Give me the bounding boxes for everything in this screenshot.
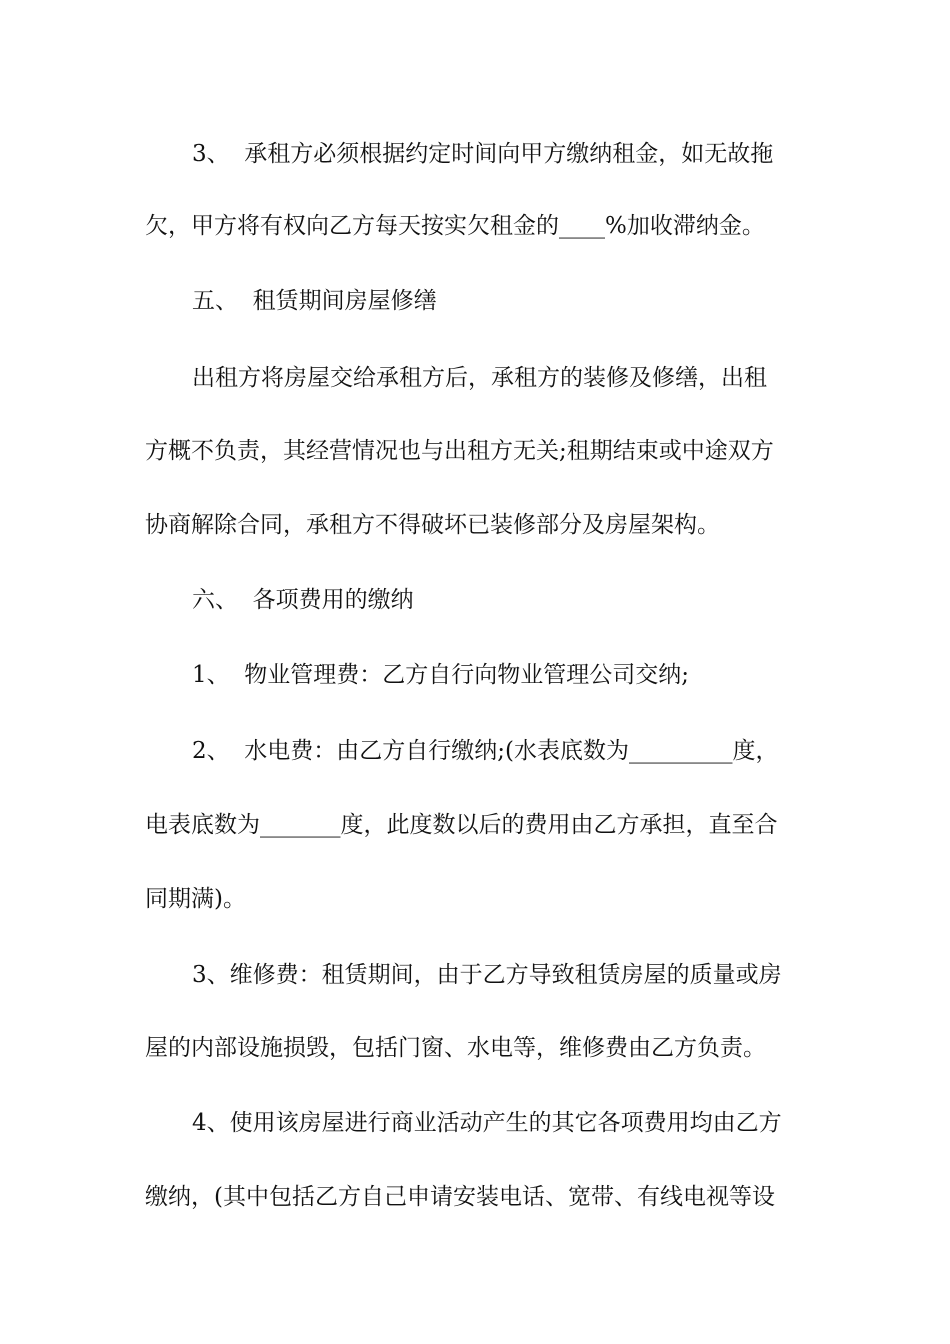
section-5-para-line-2: 方概不负责，其经营情况也与出租方无关;租期结束或中途双方	[145, 438, 774, 464]
section-5-para-line-3: 协商解除合同，承租方不得破坏已装修部分及房屋架构。	[145, 512, 720, 538]
clause-6-3-line-1: 3、维修费：租赁期间，由于乙方导致租赁房屋的质量或房	[192, 962, 782, 988]
section-5-para-line-1: 出租方将房屋交给承租方后，承租方的装修及修缮，出租	[192, 365, 767, 391]
clause-6-1-line-1: 1、 物业管理费：乙方自行向物业管理公司交纳;	[192, 662, 690, 688]
clause-4-3-line-1: 3、 承租方必须根据约定时间向甲方缴纳租金，如无故拖	[192, 141, 774, 167]
clause-6-3-line-2: 屋的内部设施损毁，包括门窗、水电等，维修费由乙方负责。	[145, 1035, 766, 1061]
clause-6-4-line-2: 缴纳，(其中包括乙方自己申请安装电话、宽带、有线电视等设	[145, 1184, 775, 1210]
clause-6-4-line-1: 4、使用该房屋进行商业活动产生的其它各项费用均由乙方	[192, 1110, 782, 1136]
clause-4-3-line-2: 欠，甲方将有权向乙方每天按实欠租金的____%加收滞纳金。	[145, 213, 765, 239]
clause-6-2-line-1: 2、 水电费：由乙方自行缴纳;(水表底数为_________度，	[192, 738, 779, 764]
clause-6-2-line-3: 同期满)。	[145, 886, 246, 912]
clause-6-2-line-2: 电表底数为_______度，此度数以后的费用由乙方承担，直至合	[145, 812, 778, 838]
section-5-heading: 五、 租赁期间房屋修缮	[192, 288, 437, 314]
section-6-heading: 六、 各项费用的缴纳	[192, 587, 414, 613]
